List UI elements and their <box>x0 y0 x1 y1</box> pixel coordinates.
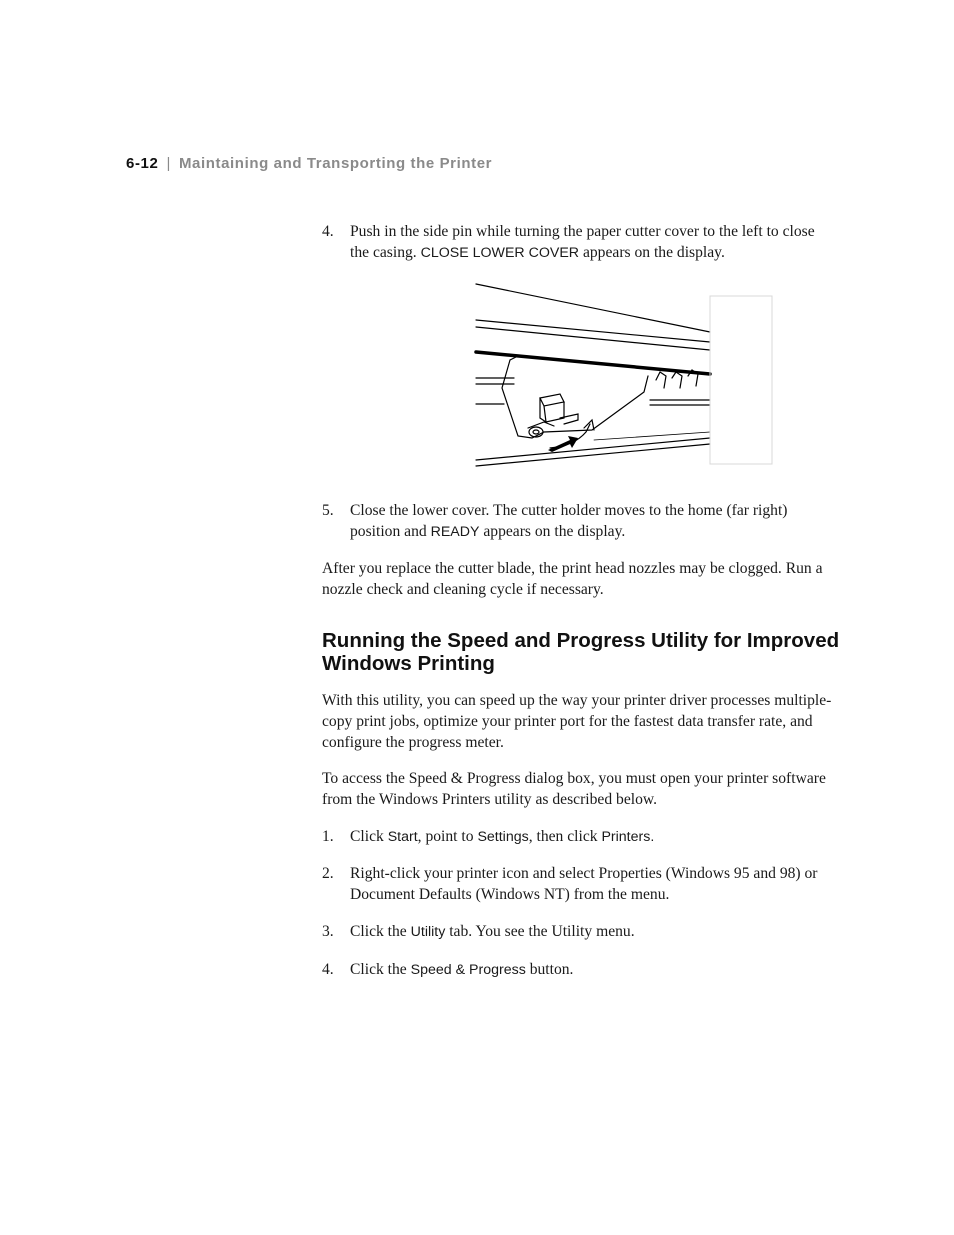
running-header <box>126 155 492 172</box>
step-number: 4. <box>322 223 334 240</box>
ui-term-printers: Printers. <box>601 829 655 845</box>
step-close-casing <box>322 221 832 264</box>
section-heading: Running the Speed and Progress Utility for Improved Windows Printing <box>322 629 840 675</box>
step-number: 3. <box>322 923 334 940</box>
step-text: Right-click your printer icon and select Properties (Windows 95 and 98) or Document Defaults (Windows NT) from the menu. <box>350 865 818 903</box>
step-2 <box>322 863 832 905</box>
step-3 <box>322 921 832 943</box>
step-text: Click the Utility tab. You see the Utility menu. <box>350 923 635 940</box>
paragraph-nozzle-check: After you replace the cutter blade, the print head nozzles may be clogged. Run a nozzle check and cleaning cycle if necessary. <box>322 560 823 598</box>
step-number: 4. <box>322 961 334 978</box>
step-text: Close the lower cover. The cutter holder moves to the home (far right) position and READY appears on the display. <box>350 502 788 540</box>
step-close-lower-cover <box>322 500 832 543</box>
header-separator: | <box>166 155 171 172</box>
paragraph-utility-description: With this utility, you can speed up the way your printer driver processes multiple-copy print jobs, optimize your printer port for the fastest data transfer rate, and configure the progress meter. <box>322 692 832 751</box>
paper-cutter-cover-illustration <box>474 280 774 470</box>
ui-term-start: Start <box>387 829 418 845</box>
step-text: Click the Speed & Progress button. <box>350 961 574 978</box>
step-number: 1. <box>322 828 334 845</box>
paragraph-access-instructions: To access the Speed & Progress dialog box, you must open your printer software from the Windows Printers utility as described below. <box>322 770 826 808</box>
ui-term-speed-progress: Speed & Progress <box>410 962 526 978</box>
step-text: Push in the side pin while turning the paper cutter cover to the left to close the casing. CLOSE LOWER COVER appears on the display. <box>350 223 815 261</box>
step-text: Click Start, point to Settings, then click Printers. <box>350 828 655 845</box>
step-1 <box>322 826 832 848</box>
ui-term-settings: Settings <box>477 829 529 845</box>
display-message: CLOSE LOWER COVER <box>420 245 580 261</box>
step-number: 5. <box>322 502 334 519</box>
step-4 <box>322 959 832 981</box>
page-number: 6-12 <box>126 155 159 172</box>
ui-term-utility: Utility <box>410 924 446 940</box>
display-message: READY <box>430 524 480 540</box>
step-number: 2. <box>322 865 334 882</box>
chapter-title: Maintaining and Transporting the Printer <box>178 155 493 172</box>
